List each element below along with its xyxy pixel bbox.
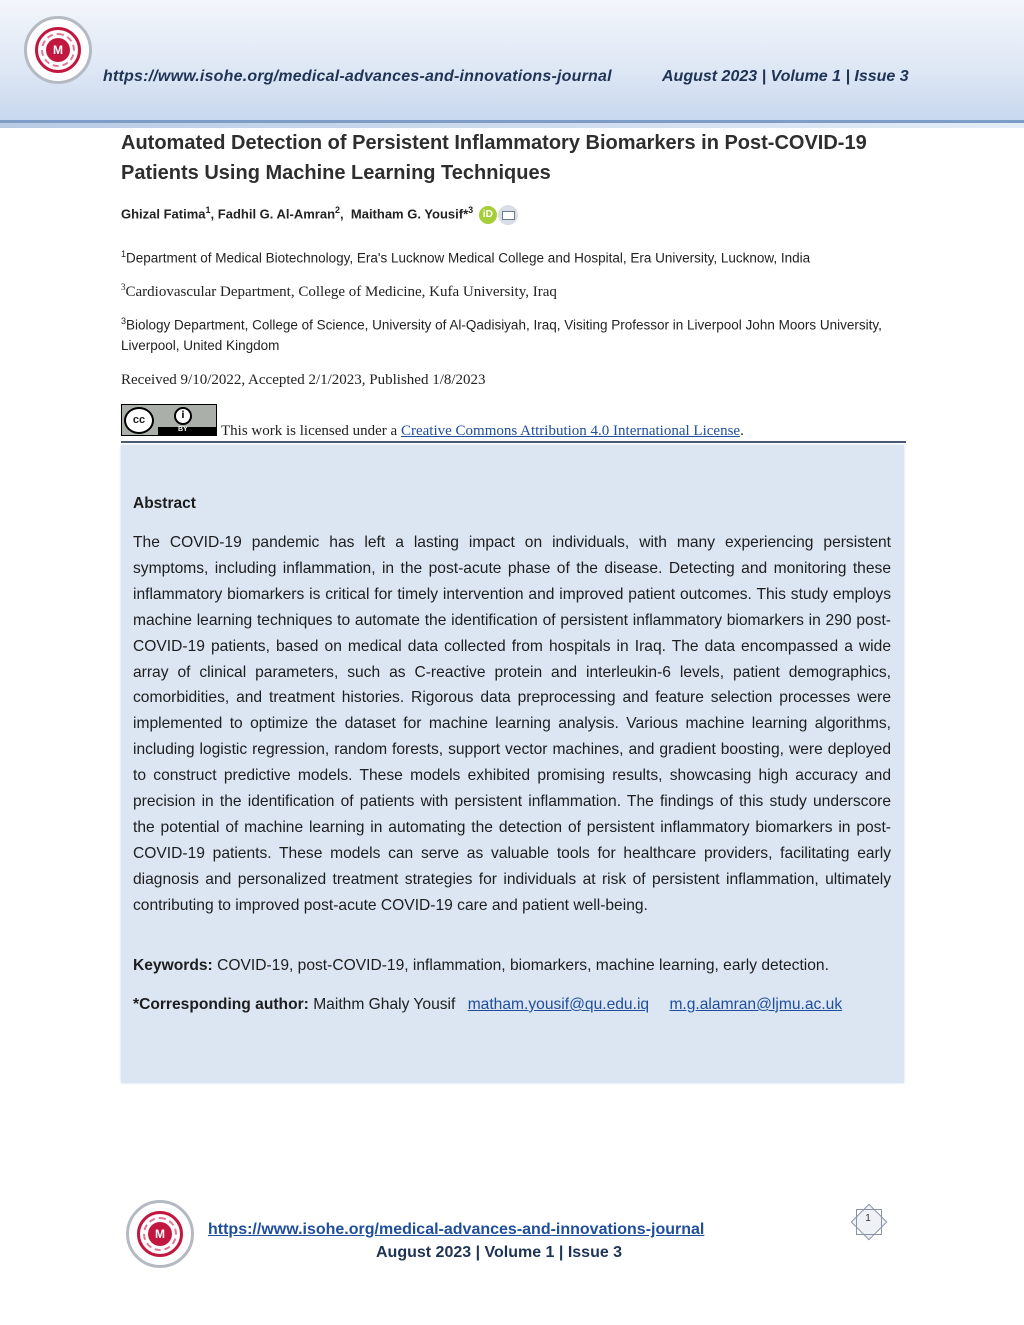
author-name: Ghizal Fatima [121, 206, 206, 222]
keywords-label: Keywords: [133, 957, 213, 974]
affiliation-1 [121, 244, 911, 269]
keywords-text: COVID-19, post-COVID-19, inflammation, biomarkers, machine learning, early detection. [212, 957, 829, 974]
author-sup: 2 [335, 205, 341, 216]
license-prefix: This work is licensed under a [221, 423, 401, 439]
author-name: Maitham G. Yousif* [350, 206, 469, 222]
author-sup: 3 [468, 205, 474, 216]
header-issue-line: August 2023 | Volume 1 | Issue 3 [662, 68, 909, 85]
footer-logo [126, 1200, 194, 1268]
email-link[interactable]: m.g.alamran@ljmu.ac.uk [669, 996, 843, 1013]
corresponding-label: *Corresponding author: [133, 996, 309, 1013]
divider [121, 441, 906, 443]
article-title: Automated Detection of Persistent Inflammatory Biomarkers in Post-COVID-19 Patients Using Machine Learning Techniques [121, 132, 867, 184]
attribution-icon: i [174, 407, 192, 425]
header-band [0, 0, 1024, 123]
corresponding-name: Maithm Ghaly Yousif [308, 996, 456, 1013]
affiliation-sup: 3 [121, 316, 127, 326]
logo-letter: M [148, 1222, 172, 1246]
license-statement [221, 423, 744, 440]
email-link[interactable]: matham.yousif@qu.edu.iq [467, 996, 650, 1013]
page-number-badge [852, 1207, 884, 1235]
affiliation-sup: 1 [121, 249, 127, 259]
footer-journal-url[interactable]: https://www.isohe.org/medical-advances-and-innovations-journal [208, 1221, 705, 1238]
publication-dates: Received 9/10/2022, Accepted 2/1/2023, Published 1/8/2023 [121, 372, 486, 388]
author-name: Fadhil G. Al-Amran [217, 206, 336, 222]
header-journal-url[interactable]: https://www.isohe.org/medical-advances-and-innovations-journal [103, 68, 612, 85]
affiliation-text: Department of Medical Biotechnology, Era's Lucknow Medical College and Hospital, Era University, Lucknow, India [126, 250, 811, 266]
cc-icon: cc [124, 407, 154, 434]
affiliation-2 [121, 277, 911, 302]
mail-icon[interactable] [498, 205, 518, 225]
affiliation-3 [121, 311, 911, 356]
abstract-body: The COVID-19 pandemic has left a lasting impact on individuals, with many experiencing persistent symptoms, including inflammation, in the post-acute phase of the disease. Detecting and monitoring these inflammatory biomarkers is critical for timely intervention and improved patient outcomes. This study employs machine learning techniques to automate the identification of persistent inflammatory biomarkers in 290 post-COVID-19 patients, based on medical data collected from hospitals in Iraq. The data encompassed a wide array of clinical parameters, such as C-reactive protein and interleukin-6 levels, patient demographics, comorbidities, and treatment histories. Rigorous data preprocessing and feature selection processes were implemented to optimize the dataset for machine learning analysis. Various machine learning algorithms, including logistic regression, random forests, support vector machines, and gradient boosting, were deployed to construct predictive models. These models exhibited promising results, showcasing high accuracy and precision in the identification of patients with persistent inflammation. The findings of this study underscore the potential of machine learning in automating the detection of persistent inflammatory biomarkers in post-COVID-19 patients. These models can serve as valuable tools for healthcare providers, facilitating early diagnosis and personalized treatment strategies for individuals at risk of persistent inflammation, ultimately contributing to improved post-acute COVID-19 care and patient well-being. [133, 534, 891, 914]
license-link[interactable]: Creative Commons Attribution 4.0 International License [400, 423, 741, 439]
author-list: Ghizal Fatima$^1$, Fadhil G. Al-Amran$^2$, Maitham G. Yousif*$^3$ iD [121, 205, 518, 225]
logo-letter: M [46, 38, 70, 62]
orcid-icon[interactable]: iD [479, 206, 497, 224]
cc-by-badge[interactable] [121, 404, 217, 436]
license-suffix: . [740, 423, 744, 439]
corresponding-author [133, 996, 903, 1014]
affiliation-text: Biology Department, College of Science, University of Al-Qadisiyah, Iraq, Visiting Professor in Liverpool John Moors University, Liverpool, United Kingdom [121, 317, 882, 353]
by-label: BY [178, 426, 188, 433]
affiliation-sup: 3 [121, 282, 126, 292]
journal-logo [24, 16, 92, 84]
affiliation-text: Cardiovascular Department, College of Medicine, Kufa University, Iraq [125, 284, 557, 300]
footer-issue-line: August 2023 | Volume 1 | Issue 3 [376, 1244, 623, 1261]
abstract-heading: Abstract [133, 495, 196, 512]
keywords [133, 957, 903, 975]
author-sup: 1 [205, 205, 211, 216]
page-number: 1 [865, 1213, 871, 1224]
